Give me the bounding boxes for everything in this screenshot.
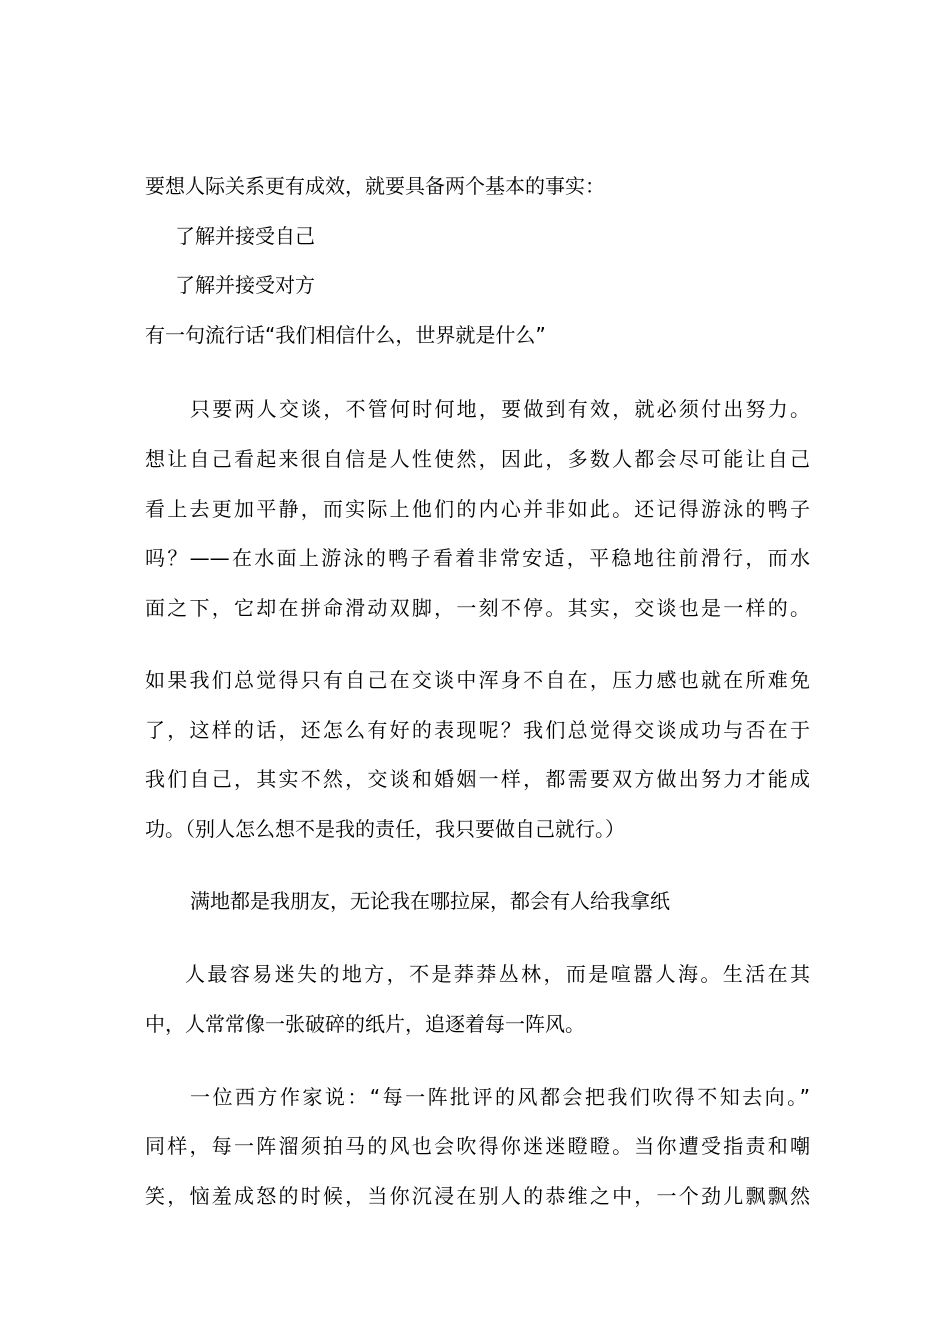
- paragraph-line-17: 一位西方作家说：“每一阵批评的风都会把我们吹得不知去向。”: [190, 1085, 810, 1109]
- paragraph-line-4: 有一句流行话“我们相信什么，世界就是什么”: [145, 323, 546, 347]
- paragraph-line-9: 面之下，它却在拼命滑动双脚，一刻不停。其实，交谈也是一样的。: [145, 596, 810, 620]
- paragraph-line-7: 看上去更加平静，而实际上他们的内心并非如此。还记得游泳的鸭子: [145, 497, 810, 521]
- paragraph-line-18: 同样，每一阵溜须拍马的风也会吹得你迷迷瞪瞪。当你遭受指责和嘲: [145, 1134, 810, 1158]
- paragraph-line-15: 人最容易迷失的地方，不是莽莽丛林，而是喧嚣人海。生活在其: [185, 962, 810, 986]
- paragraph-line-10: 如果我们总觉得只有自己在交谈中浑身不自在，压力感也就在所难免: [145, 668, 810, 692]
- paragraph-line-12: 我们自己，其实不然，交谈和婚姻一样，都需要双方做出努力才能成: [145, 767, 810, 791]
- paragraph-line-5: 只要两人交谈，不管何时何地，要做到有效，就必须付出努力。: [190, 397, 810, 421]
- paragraph-line-14: 满地都是我朋友，无论我在哪拉屎，都会有人给我拿纸: [190, 889, 670, 913]
- paragraph-line-13: 功。（别人怎么想不是我的责任，我只要做自己就行。）: [145, 817, 625, 841]
- paragraph-line-1: 要想人际关系更有成效，就要具备两个基本的事实：: [145, 174, 605, 198]
- paragraph-line-19: 笑，恼羞成怒的时候，当你沉浸在别人的恭维之中，一个劲儿飘飘然: [145, 1184, 810, 1208]
- paragraph-line-16: 中，人常常像一张破碎的纸片，追逐着每一阵风。: [145, 1012, 585, 1036]
- paragraph-line-6: 想让自己看起来很自信是人性使然，因此，多数人都会尽可能让自己: [145, 447, 810, 471]
- list-item-accept-self: 了解并接受自己: [175, 224, 315, 248]
- paragraph-line-8: 吗？——在水面上游泳的鸭子看着非常安适，平稳地往前滑行，而水: [145, 546, 810, 570]
- list-item-accept-other: 了解并接受对方: [175, 273, 315, 297]
- paragraph-line-11: 了，这样的话，还怎么有好的表现呢？我们总觉得交谈成功与否在于: [145, 718, 810, 742]
